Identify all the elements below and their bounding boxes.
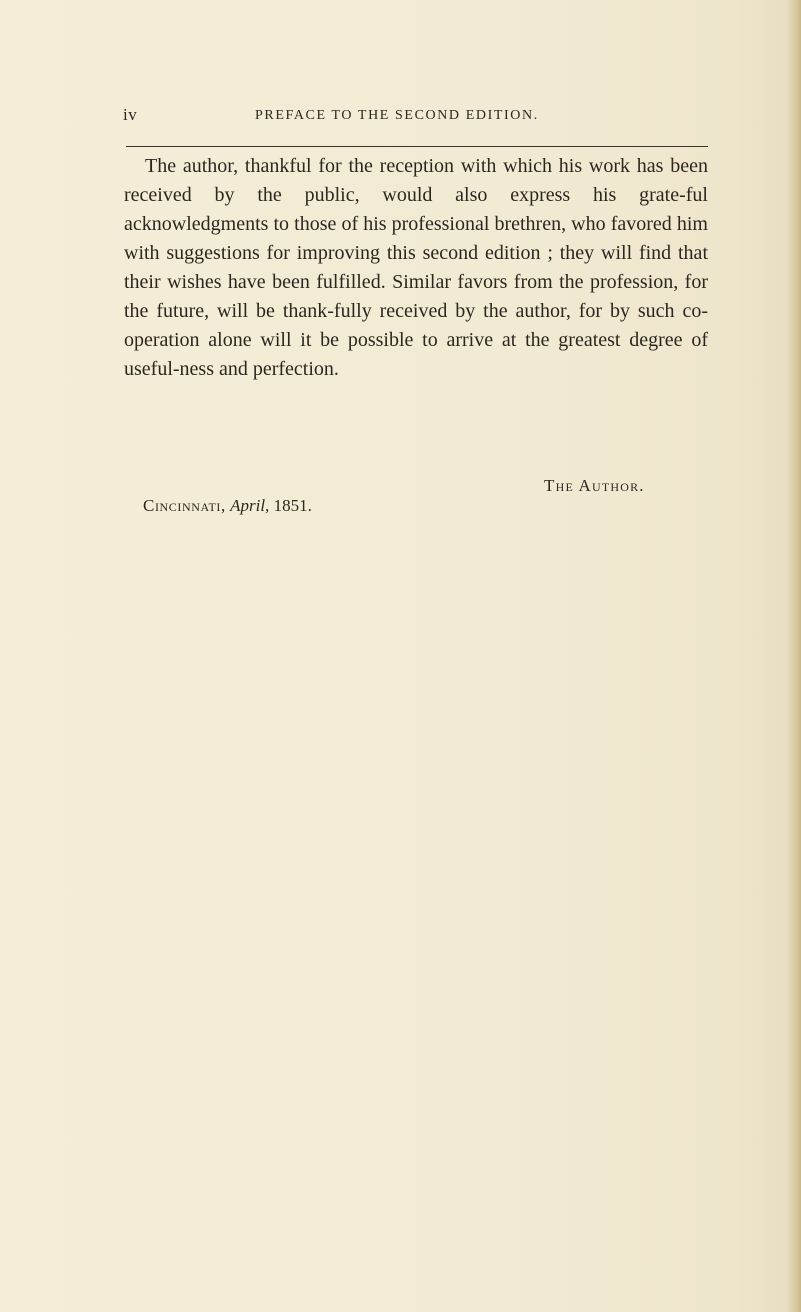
running-head — [123, 105, 708, 133]
page-edge-shadow — [787, 0, 801, 1312]
preface-paragraph: The author, thankful for the reception with which his work has been received by the public, would also express his grate-ful acknowledgments to those of his professional brethren, who favored him with suggestions for improving this second edition ; they will find that their wishes have been fulfilled. Similar favors from the profession, for the future, will be thank-fully received by the author, for by such co-operation alone will it be possible to arrive at the greatest degree of useful-ness and perfection. — [124, 155, 708, 380]
dateline — [143, 496, 312, 516]
dateline-year: 1851. — [273, 496, 312, 515]
dateline-place: Cincinnati, — [143, 496, 226, 515]
page-number: iv — [123, 105, 138, 124]
author-signature: The Author. — [544, 476, 645, 495]
dateline-month: April, — [230, 496, 270, 515]
header-rule — [126, 146, 708, 147]
running-head-title: PREFACE TO THE SECOND EDITION. — [255, 108, 539, 123]
